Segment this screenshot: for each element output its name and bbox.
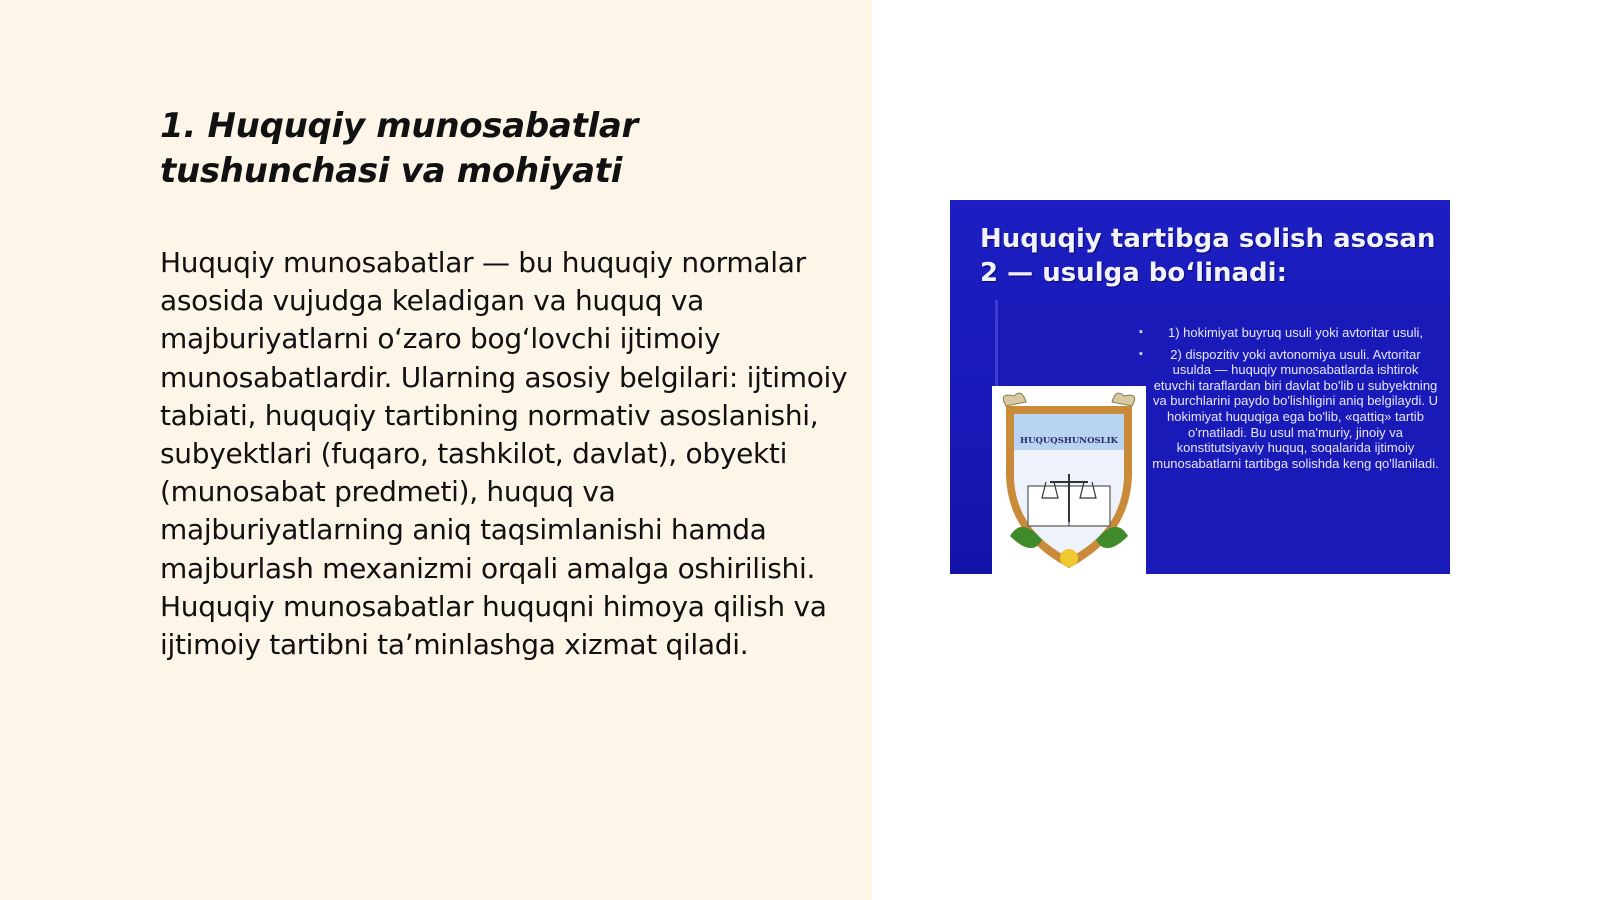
emblem-sun-shape [1060, 549, 1078, 567]
emblem-graphic [992, 386, 1146, 574]
slide-title: 1. Huquqiy munosabatlar tushunchasi va mohiyati [160, 106, 638, 191]
image-bullet-list [1139, 325, 1440, 471]
square-bullet-icon: ▪ [1139, 347, 1143, 360]
dove-right-shape [1112, 393, 1135, 406]
square-bullet-icon: ▪ [1139, 326, 1143, 338]
image-bullet-item [1139, 325, 1440, 341]
image-bullet-item [1139, 346, 1440, 472]
slide-image [950, 200, 1450, 574]
emblem-label: HUQUQSHUNOSLIK [1020, 436, 1118, 446]
image-heading: Huquqiy tartibga solish asosan 2 — usulga bo‘linadi: [980, 224, 1436, 288]
dove-left-shape [1003, 393, 1026, 406]
slide-body-text: Huquqiy munosabatlar — bu huquqiy normalar asosida vujudga keladigan va huquq va majburiyatlarni oʻzaro bogʻlovchi ijtimoiy munosabatlardir. Ularning asosiy belgilari: ijtimoiy tabiati, huquqiy tartibning normativ asoslanishi, subyektlari (fuqaro, tashkilot, davlat), obyekti (munosabat predmeti), huquq va majburiyatlarning aniq taqsimlanishi hamda majburlash mexanizmi orqali amalga oshirilishi. Huquqiy munosabatlar huquqni himoya qilish va ijtimoiy tartibni taʼminlashga xizmat qiladi. [160, 246, 848, 662]
image-bullet-text: 2) dispozitiv yoki avtonomiya usuli. Avtoritar usulda — huquqiy munosabatlarda ishtirok etuvchi taraflardan biri davlat bo'lib u subyektning va burchlarini paydo bo'lishligini aniq belgilaydi. U hokimiyat huquqiga ega bo'lib, «qattiq» tartib o'rnatiladi. Bu usul ma'muriy, jinoiy va konstitutsiyaviy huquq, soqalarida ijtimoiy munosabatlarni tartibga solishda keng qo'llaniladi. [1152, 346, 1439, 471]
law-emblem-icon [992, 386, 1146, 574]
image-bullet-text: 1) hokimiyat buyruq usuli yoki avtoritar usuli, [1167, 325, 1424, 340]
